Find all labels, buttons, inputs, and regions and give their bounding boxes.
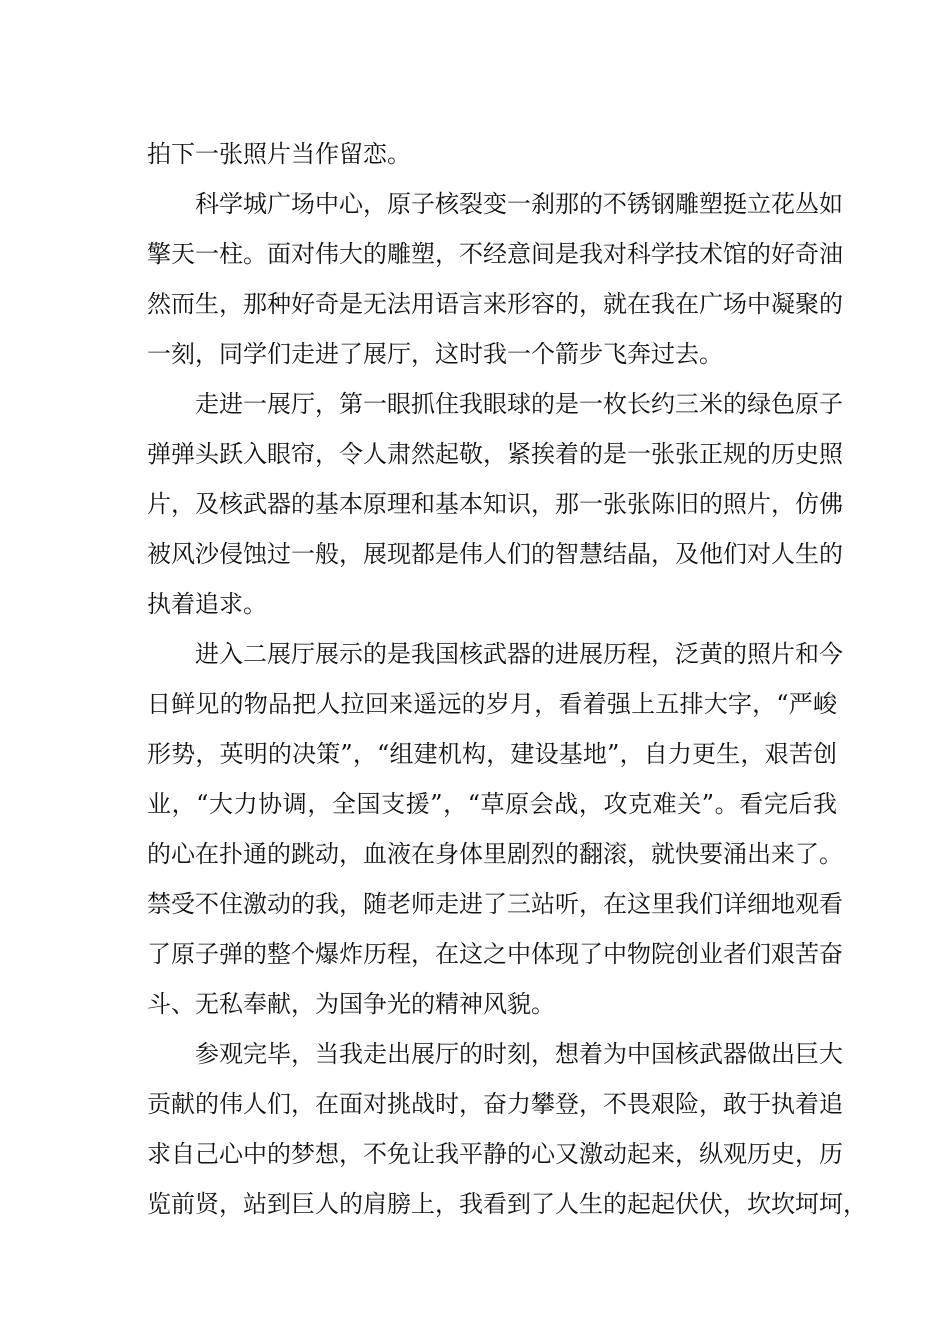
text-line: 然而生，那种好奇是无法用语言来形容的，就在我在广场中凝聚的	[147, 290, 843, 318]
text-line: 擎天一柱。面对伟大的雕塑，不经意间是我对科学技术馆的好奇油	[147, 240, 843, 268]
text-line: 一刻，同学们走进了展厅，这时我一个箭步飞奔过去。	[147, 340, 723, 368]
text-line: 拍下一张照片当作留恋。	[147, 140, 411, 168]
text-line: 被风沙侵蚀过一般，展现都是伟人们的智慧结晶，及他们对人生的	[147, 540, 843, 568]
text-line: 览前贤，站到巨人的肩膀上，我看到了人生的起起伏伏，坎坎坷坷，	[147, 1190, 867, 1218]
text-line: 日鲜见的物品把人拉回来遥远的岁月，看着强上五排大字，“严峻	[147, 690, 837, 718]
text-line: 斗、无私奉献，为国争光的精神风貌。	[147, 990, 555, 1018]
paragraph-first-line: 走进一展厅，第一眼抓住我眼球的是一枚长约三米的绿色原子	[195, 390, 843, 418]
text-line: 业，“大力协调，全国支援”，“草原会战，攻克难关”。看完后我	[147, 790, 837, 818]
text-line: 求自己心中的梦想，不免让我平静的心又激动起来，纵观历史，历	[147, 1140, 843, 1168]
text-line: 片，及核武器的基本原理和基本知识，那一张张陈旧的照片，仿佛	[147, 490, 843, 518]
text-line: 弹弹头跃入眼帘，令人肃然起敬，紧挨着的是一张张正规的历史照	[147, 440, 843, 468]
text-line: 的心在扑通的跳动，血液在身体里剧烈的翻滚，就快要涌出来了。	[147, 840, 843, 868]
text-line: 贡献的伟人们，在面对挑战时，奋力攀登，不畏艰险，敢于执着追	[147, 1090, 843, 1118]
paragraph-first-line: 进入二展厅展示的是我国核武器的进展历程，泛黄的照片和今	[195, 640, 843, 668]
paragraph-first-line: 科学城广场中心，原子核裂变一刹那的不锈钢雕塑挺立花丛如	[195, 190, 843, 218]
text-line: 执着追求。	[147, 590, 267, 618]
text-line: 禁受不住激动的我，随老师走进了三站听，在这里我们详细地观看	[147, 890, 843, 918]
paragraph-first-line: 参观完毕，当我走出展厅的时刻，想着为中国核武器做出巨大	[195, 1040, 843, 1068]
text-line: 形势，英明的决策”，“组建机构，建设基地”，自力更生，艰苦创	[147, 740, 837, 768]
text-line: 了原子弹的整个爆炸历程，在这之中体现了中物院创业者们艰苦奋	[147, 940, 843, 968]
